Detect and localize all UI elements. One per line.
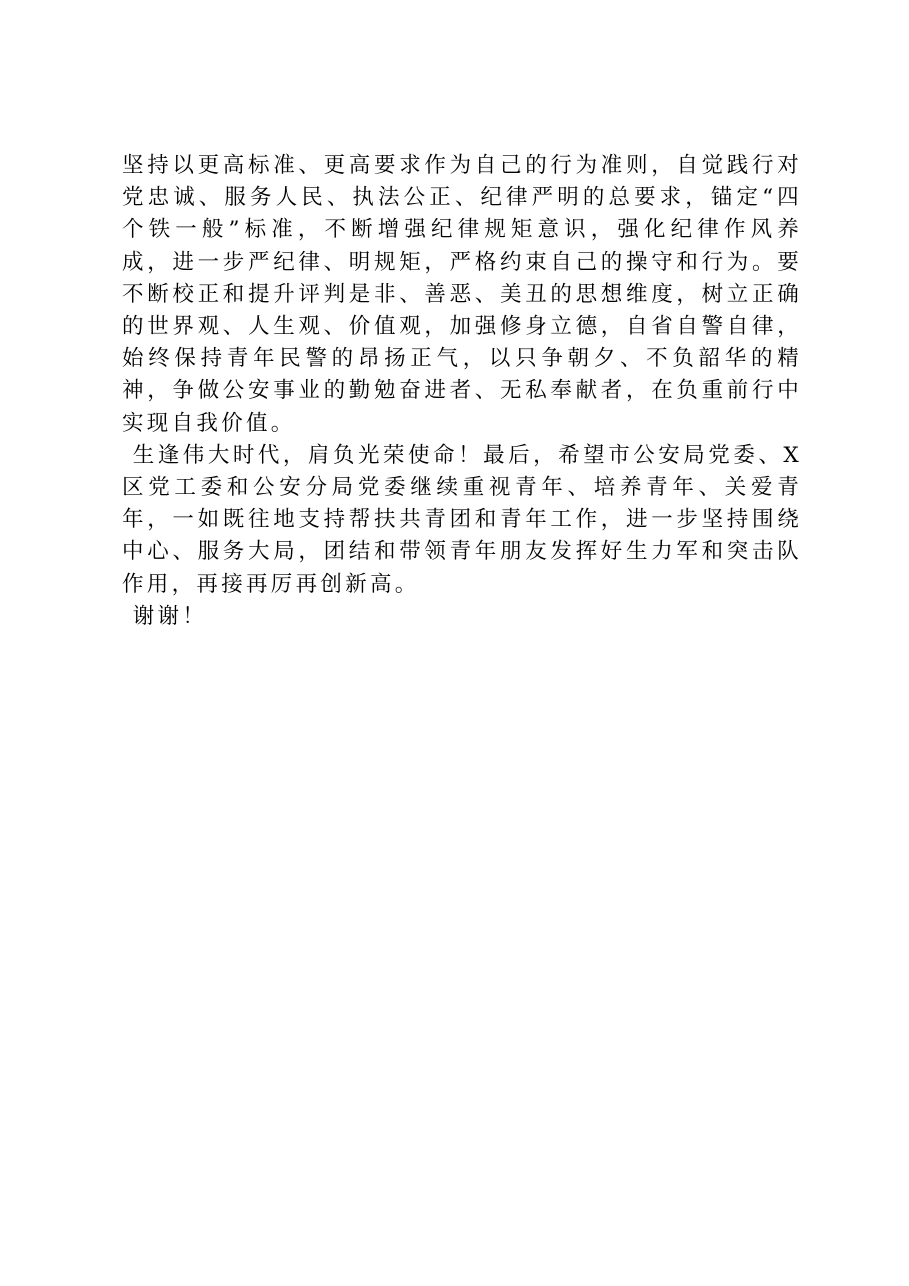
paragraph-thanks: 谢谢！ <box>132 603 208 629</box>
paragraph-closing-wishes: 生逢伟大时代，肩负光荣使命！最后，希望市公安局党委、X区党工委和公安分局党委继续重视青年、培养青年、关爱青年，一如既往地支持帮扶共青团和青年工作，进一步坚持围绕中心、服务大局，团结和带领青年朋友发挥好生力军和突击队作用，再接再厉再创新高。 <box>122 442 802 597</box>
paragraph-discipline: 坚持以更高标准、更高要求作为自己的行为准则，自觉践行对党忠诚、服务人民、执法公正、纪律严明的总要求，锚定“四个铁一般”标准，不断增强纪律规矩意识，强化纪律作风养成，进一步严纪律、明规矩，严格约束自己的操守和行为。要不断校正和提升评判是非、善恶、美丑的思想维度，树立正确的世界观、人生观、价值观，加强修身立德，自省自警自律，始终保持青年民警的昂扬正气，以只争朝夕、不负韶华的精神，争做公安事业的勤勉奋进者、无私奉献者，在负重前行中实现自我价值。 <box>122 153 802 436</box>
document-body <box>122 150 802 633</box>
